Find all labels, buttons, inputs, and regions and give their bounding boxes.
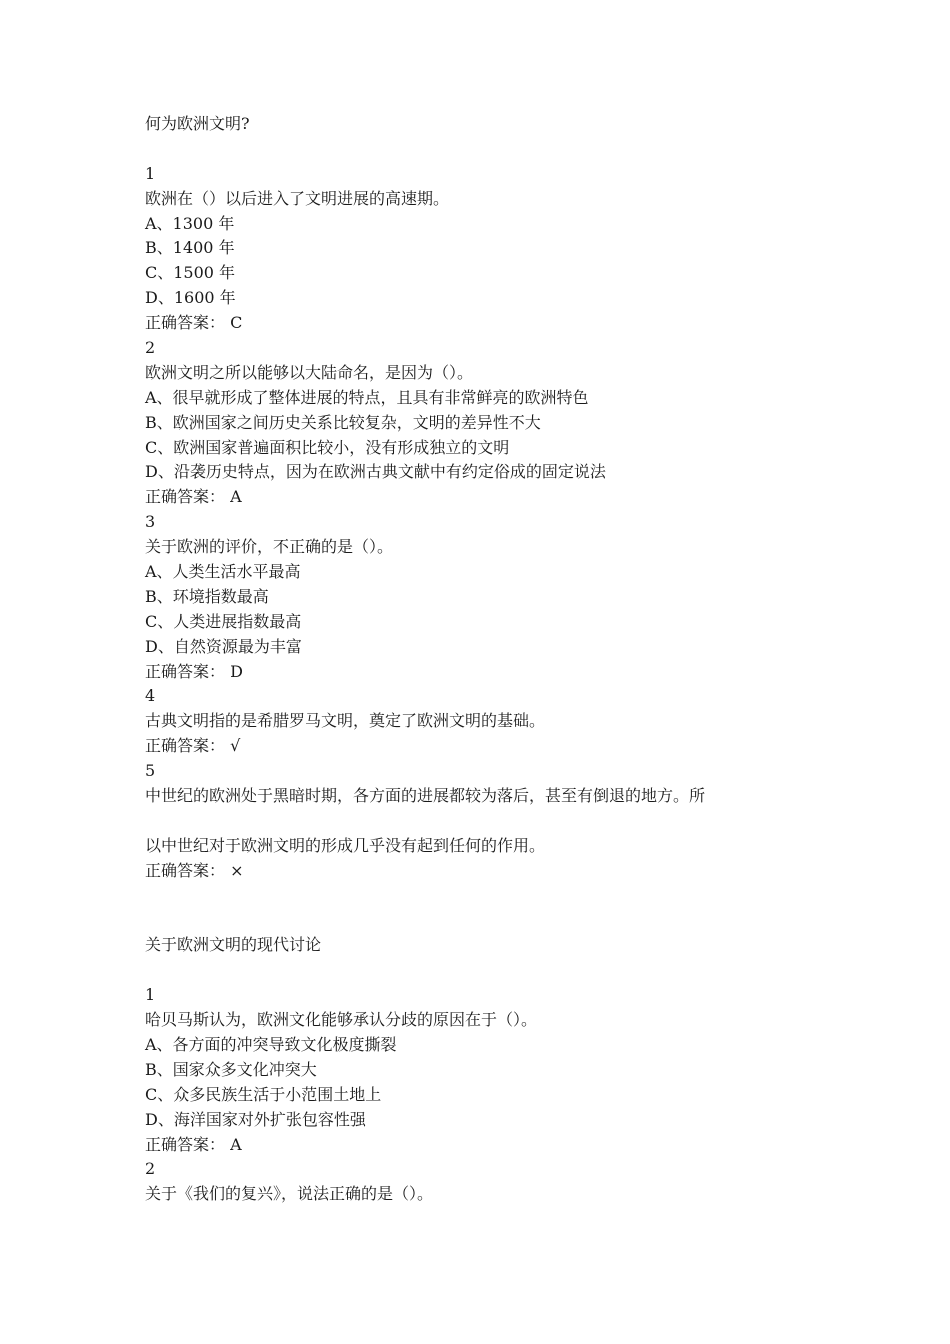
question-text: 关于欧洲的评价，不正确的是（）。: [145, 537, 394, 557]
question-number: 3: [145, 512, 156, 532]
question-number: 1: [145, 163, 156, 183]
option-b: B、环境指数最高: [145, 586, 269, 606]
spacer: [145, 809, 845, 834]
correct-answer: 正确答案： D: [145, 661, 243, 681]
question-text: 关于《我们的复兴》，说法正确的是（）。: [145, 1184, 434, 1204]
option-a: A、各方面的冲突导致文化极度撕裂: [145, 1034, 397, 1054]
option-b: B、欧洲国家之间历史关系比较复杂，文明的差异性不大: [145, 412, 541, 432]
option-c: C、1500 年: [145, 263, 236, 283]
question-text: 欧洲在（）以后进入了文明进展的高速期。: [145, 188, 450, 208]
option-c: C、人类进展指数最高: [145, 611, 302, 631]
option-b: B、1400 年: [145, 238, 235, 258]
question-number: 2: [145, 338, 156, 358]
correct-answer: 正确答案： C: [145, 313, 243, 333]
spacer: [145, 909, 845, 934]
correct-answer: 正确答案： √: [145, 736, 241, 756]
option-a: A、人类生活水平最高: [145, 562, 301, 582]
option-b: B、国家众多文化冲突大: [145, 1059, 317, 1079]
question-text-continued: 以中世纪对于欧洲文明的形成几乎没有起到任何的作用。: [145, 835, 546, 855]
spacer: [145, 958, 845, 983]
section-title: 何为欧洲文明?: [145, 114, 250, 133]
option-d: D、自然资源最为丰富: [145, 636, 302, 656]
option-d: D、海洋国家对外扩张包容性强: [145, 1109, 366, 1129]
option-c: C、众多民族生活于小范围土地上: [145, 1084, 382, 1104]
correct-answer: 正确答案： A: [145, 487, 242, 507]
correct-answer: 正确答案： A: [145, 1134, 242, 1154]
spacer: [145, 884, 845, 909]
question-number: 4: [145, 686, 156, 706]
option-c: C、欧洲国家普遍面积比较小，没有形成独立的文明: [145, 437, 510, 457]
document-page: [145, 112, 845, 1207]
option-a: A、1300 年: [145, 213, 235, 233]
option-d: D、1600 年: [145, 288, 236, 308]
question-number: 5: [145, 761, 156, 781]
question-text: 欧洲文明之所以能够以大陆命名，是因为（）。: [145, 362, 474, 382]
question-number: 2: [145, 1159, 156, 1179]
option-a: A、很早就形成了整体进展的特点，且具有非常鲜亮的欧洲特色: [145, 387, 589, 407]
question-text: 古典文明指的是希腊罗马文明，奠定了欧洲文明的基础。: [145, 711, 546, 731]
spacer: [145, 137, 845, 162]
section-title: 关于欧洲文明的现代讨论: [145, 935, 322, 955]
question-text: 哈贝马斯认为，欧洲文化能够承认分歧的原因在于（）。: [145, 1010, 538, 1030]
question-number: 1: [145, 985, 156, 1005]
correct-answer: 正确答案： ×: [145, 860, 244, 880]
option-d: D、沿袭历史特点，因为在欧洲古典文献中有约定俗成的固定说法: [145, 462, 606, 482]
question-text: 中世纪的欧洲处于黑暗时期，各方面的进展都较为落后，甚至有倒退的地方。所: [145, 786, 706, 806]
